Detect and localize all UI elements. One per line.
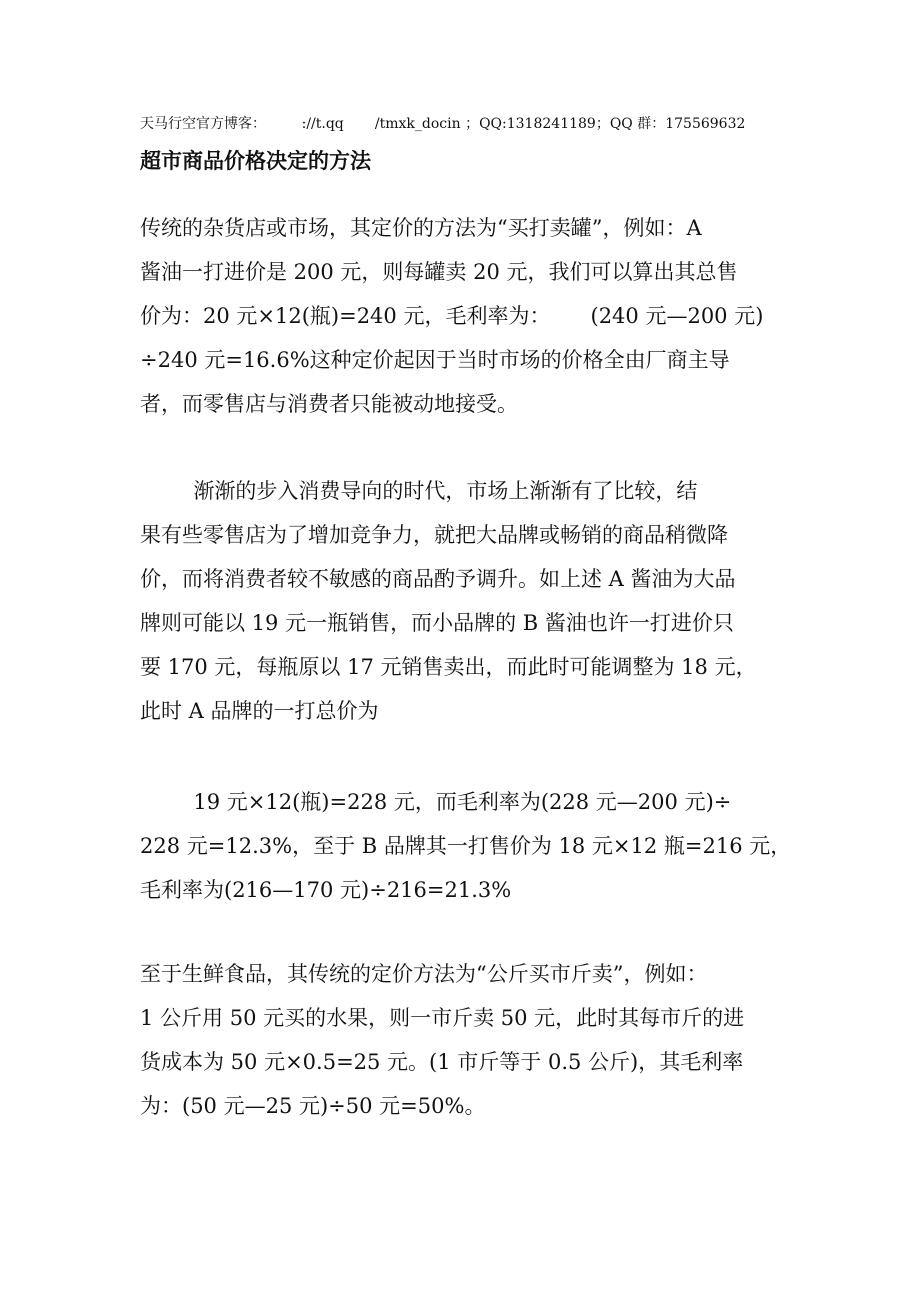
page-header: 天马行空官方博客： ://t.qq /tmxk_docin ；QQ:1318241189；QQ 群：175569632: [140, 116, 746, 132]
text-line: 19 元×12(瓶)=228 元，而毛利率为(228 元—200 元)÷: [140, 790, 732, 814]
text-line: 牌则可能以 19 元一瓶销售，而小品牌的 B 酱油也许一打进价只: [140, 611, 734, 635]
text-line: 1 公斤用 50 元买的水果，则一市斤卖 50 元，此时其每市斤的进: [140, 1006, 745, 1030]
text-line: 渐渐的步入消费导向的时代，市场上渐渐有了比较，结: [140, 479, 698, 503]
text-line: 228 元=12.3%，至于 B 品牌其一打售价为 18 元×12 瓶=216 元，: [140, 834, 792, 858]
text-line: 至于生鲜食品，其传统的定价方法为“公斤买市斤卖”，例如：: [140, 962, 708, 986]
text-line: 果有些零售店为了增加竞争力，就把大品牌或畅销的商品稍微降: [140, 523, 728, 547]
text-line: 为：(50 元—25 元)÷50 元=50%。: [140, 1094, 486, 1118]
paragraph-3: [140, 780, 800, 912]
text-line: 此时 A 品牌的一打总价为: [140, 699, 379, 723]
paragraph-4: [140, 952, 800, 1128]
text-line: 毛利率为(216—170 元)÷216=21.3%: [140, 878, 512, 902]
text-line: 价，而将消费者较不敏感的商品酌予调升。如上述 A 酱油为大品: [140, 567, 736, 591]
text-line: 传统的杂货店或市场，其定价的方法为“买打卖罐”，例如：A: [140, 216, 702, 240]
text-line: ÷240 元=16.6%这种定价起因于当时市场的价格全由厂商主导: [140, 348, 730, 372]
text-line: 者，而零售店与消费者只能被动地接受。: [140, 392, 518, 416]
paragraph-2: [140, 469, 800, 733]
paragraph-1: [140, 206, 800, 426]
text-line: 货成本为 50 元×0.5=25 元。(1 市斤等于 0.5 公斤)，其毛利率: [140, 1050, 744, 1074]
text-line: 要 170 元，每瓶原以 17 元销售卖出，而此时可能调整为 18 元，: [140, 655, 757, 679]
text-line: 酱油一打进价是 200 元，则每罐卖 20 元，我们可以算出其总售: [140, 260, 738, 284]
document-title: 超市商品价格决定的方法: [140, 149, 371, 173]
text-line: 价为：20 元×12(瓶)=240 元，毛利率为： (240 元—200 元): [140, 304, 764, 328]
